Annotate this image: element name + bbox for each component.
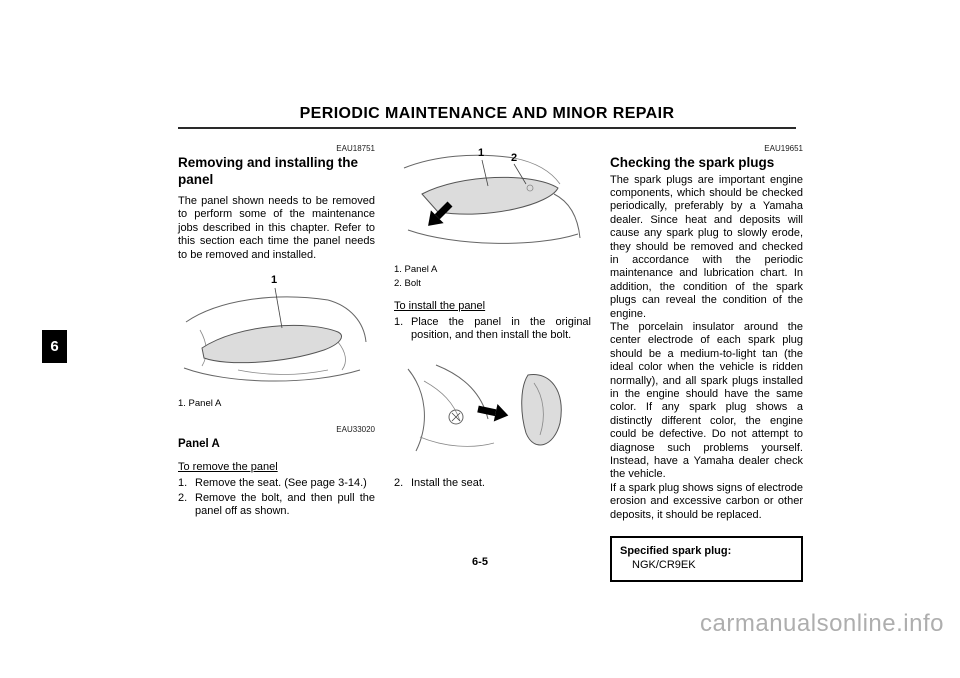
step-item [178,477,375,490]
step-text: Place the panel in the original position, and then install the bolt. [411,316,591,342]
step-number: 1. [394,316,404,328]
column-middle [394,144,591,490]
direction-arrow-icon [476,400,510,424]
ref-code: EAU19651 [764,144,803,153]
step-item [394,477,591,490]
step-item [178,492,375,519]
chapter-number: 6 [50,338,59,355]
step-number: 2. [394,476,404,489]
step-text: Remove the bolt, and then pull the panel off as shown. [195,491,375,518]
spec-title: Specified spark plug: [620,545,732,558]
watermark: carmanualsonline.info [700,610,944,637]
step-number: 2. [178,491,188,504]
step-number: 1. [178,476,188,489]
figure-bolt-install [394,351,591,469]
figure2-callout-1: 1 [478,147,485,159]
figure2-caption: 1. Panel A [394,264,438,275]
figure1-callout-1: 1 [271,274,278,287]
page-number: 6-5 [472,556,488,568]
column-left [178,144,375,519]
page-header-title: PERIODIC MAINTENANCE AND MINOR REPAIR [299,105,675,122]
figure-panel-removal [178,270,375,394]
body-paragraph: If a spark plug shows signs of electrode erosion and excessive carbon or other deposits, it should be replaced. [610,481,803,521]
figure2-callout-2: 2 [511,152,518,164]
body-paragraph: The spark plugs are important engine components, which should be checked periodically, preferably by a Yamaha dealer. Since heat and deposits will cause any spark plug to slowly erode, they should be removed and checked in accordance with the periodic maintenance and lubrication chart. In addition, the condition of the spark plugs can reveal the condition of the engine. [610,173,803,320]
ref-code: EAU33020 [336,424,375,434]
header-rule [178,127,796,129]
figure1-caption: 1. Panel A [178,398,222,410]
procedure-title-remove: To remove the panel [178,460,278,473]
spec-value: NGK/CR9EK [632,559,696,572]
procedure-title-install: To install the panel [394,300,486,312]
subheading-panel-a: Panel A [178,437,220,450]
body-paragraph: The porcelain insulator around the center electrode of each spark plug should be a medium-to-light tan (the ideal color when the vehicle is ridden normally), and all spark plugs installed in the engine should have the same color. If any spark plug shows a distinctly different color, the engine could be defective. Do not attempt to diagnose such problems yourself. Instead, have a Yamaha dealer check the vehicle. [610,320,803,481]
ref-code: EAU18751 [336,144,375,153]
step-text: Install the seat. [411,476,485,489]
figure-panel-install [394,144,591,260]
step-item [394,316,591,343]
step-text: Remove the seat. (See page 3-14.) [195,476,367,489]
figure2-caption: 2. Bolt [394,277,421,289]
chapter-tab [42,330,67,363]
section-heading-spark-plugs: Checking the spark plugs [610,155,775,170]
intro-paragraph: The panel shown needs to be removed to perform some of the maintenance jobs described in this chapter. Refer to this section each time the panel needs to be removed and installed. [178,195,375,261]
section-heading-removing-panel: Removing and installing the panel [178,155,359,187]
column-right [610,144,803,582]
